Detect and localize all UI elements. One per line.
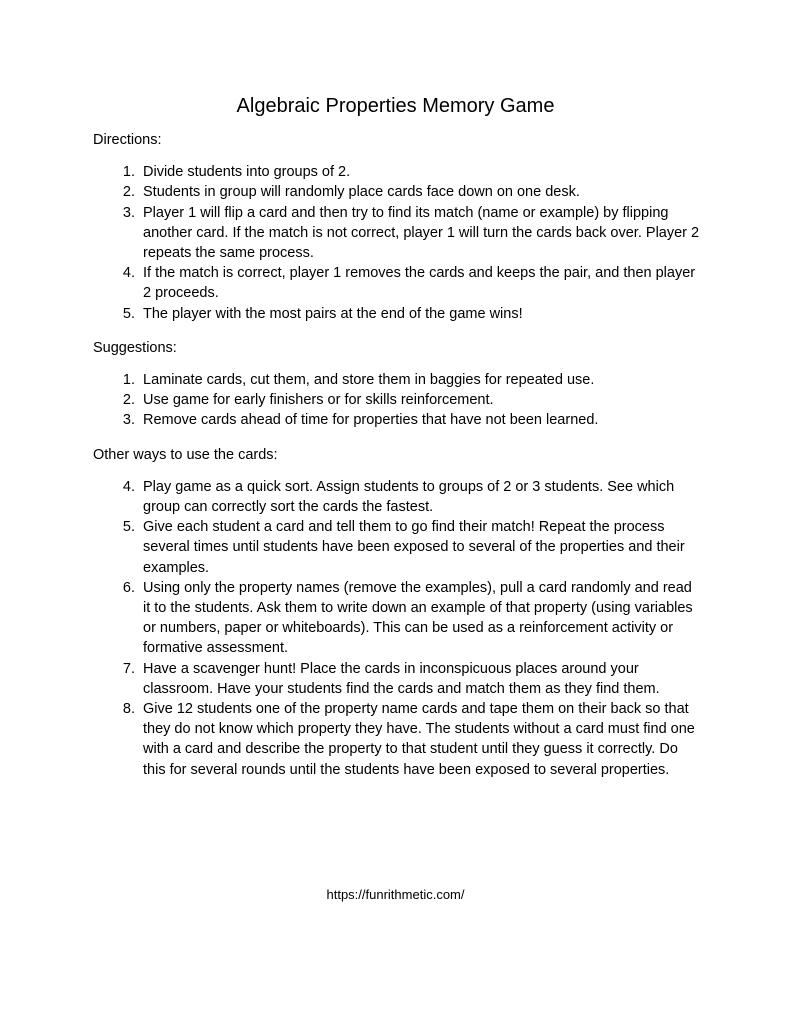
other-ways-heading: Other ways to use the cards: xyxy=(93,446,278,463)
directions-list xyxy=(93,162,703,324)
list-item: 7. Have a scavenger hunt! Place the cards in inconspicuous places around your classroom. Have your students find the cards and match them as they find them. xyxy=(139,659,703,699)
directions-heading: Directions: xyxy=(93,132,162,148)
suggestions-list xyxy=(93,370,703,431)
list-item: 1. Laminate cards, cut them, and store them in baggies for repeated use. xyxy=(139,370,703,390)
list-item: 5. Give each student a card and tell them to go find their match! Repeat the process several times until students have been exposed to several of the properties and their examples. xyxy=(139,517,703,578)
suggestions-heading: Suggestions: xyxy=(93,339,177,356)
list-item: 6. Using only the property names (remove the examples), pull a card randomly and read it to the students. Ask them to write down an example of that property (using variables or numbers, paper or whiteboards). This can be used as a reinforcement activity or formative assessment. xyxy=(139,578,703,659)
page-title: Algebraic Properties Memory Game xyxy=(236,95,555,117)
list-item: 3. Remove cards ahead of time for properties that have not been learned. xyxy=(139,410,703,430)
footer-url[interactable]: https://funrithmetic.com/ xyxy=(326,887,465,902)
list-item: 2. Use game for early finishers or for skills reinforcement. xyxy=(139,390,703,410)
document-body xyxy=(93,130,703,794)
list-item: 5. The player with the most pairs at the end of the game wins! xyxy=(139,304,703,324)
list-item: 4. Play game as a quick sort. Assign students to groups of 2 or 3 students. See which group can correctly sort the cards the fastest. xyxy=(139,477,703,517)
list-item: 2. Students in group will randomly place cards face down on one desk. xyxy=(139,182,703,202)
other-ways-list xyxy=(93,477,703,780)
list-item: 4. If the match is correct, player 1 removes the cards and keeps the pair, and then player 2 proceeds. xyxy=(139,263,703,303)
list-item: 8. Give 12 students one of the property name cards and tape them on their back so that they do not know which property they have. The students without a card must find one with a card and describe the property to that student until they guess it correctly. Do this for several rounds until the students have been exposed to several properties. xyxy=(139,699,703,780)
list-item: 3. Player 1 will flip a card and then try to find its match (name or example) by flipping another card. If the match is not correct, player 1 will turn the cards back over. Player 2 repeats the same process. xyxy=(139,203,703,264)
list-item: 1. Divide students into groups of 2. xyxy=(139,162,703,182)
